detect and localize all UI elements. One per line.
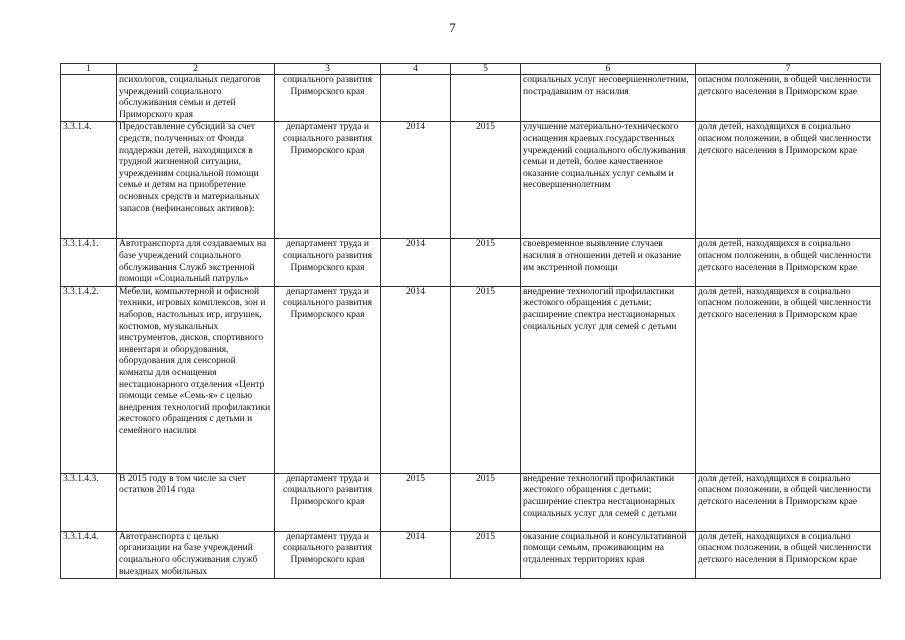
measure-number-cell: 3.3.1.4.3. (61, 473, 117, 531)
expected-result-cell: улучшение материально-технического оснащения краевых государственных учреждений социального обслуживания семьи и детей, более качественное оказание социальных услуг семьям и несовершеннолетним (521, 122, 696, 239)
expected-result-cell: оказание социальной и консультативной помощи семьям, проживающим на отдаленных территориях края (521, 531, 696, 578)
header-cell: 7 (696, 64, 881, 75)
start-year-cell: 2014 (381, 531, 451, 578)
responsible-dept-cell: департамент труда и социального развития Приморского края (275, 239, 381, 286)
indicator-cell: доля детей, находящихся в социально опасном положении, в общей численности детского населения в Приморском крае (696, 531, 881, 578)
end-year-cell: 2015 (451, 239, 521, 286)
end-year-cell: 2015 (451, 473, 521, 531)
indicator-cell: доля детей, находящихся в социально опасном положении, в общей численности детского населения в Приморском крае (696, 239, 881, 286)
table-row (61, 75, 881, 122)
table-header-row (61, 64, 881, 75)
header-cell: 4 (381, 64, 451, 75)
measure-number-cell (61, 75, 117, 122)
responsible-dept-cell: департамент труда и социального развития Приморского края (275, 531, 381, 578)
measure-name-cell: Мебели, компьютерной и офисной техники, игровых комплексов, зон и наборов, настольных игр, игрушек, костюмов, музыкальных инструментов, дисков, спортивного инвентаря и оборудования, оборудования для сенсорной комнаты для оснащения нестационарного отделения «Центр помощи семье «Семь-я» с целью внедрения технологий профилактики жестокого обращения с детьми и семейного насилия (117, 286, 275, 473)
expected-result-cell: внедрение технологий профилактики жестокого обращения с детьми; расширение спектра нестационарных социальных услуг для семей с детьми (521, 473, 696, 531)
indicator-cell: доля детей, находящихся в социально опасном положении, в общей численности детского населения в Приморском крае (696, 286, 881, 473)
header-cell: 5 (451, 64, 521, 75)
start-year-cell: 2014 (381, 122, 451, 239)
program-table (60, 63, 881, 579)
responsible-dept-cell: департамент труда и социального развития Приморского края (275, 473, 381, 531)
expected-result-cell: своевременное выявление случаев насилия в отношении детей и оказание им экстренной помощи (521, 239, 696, 286)
measure-number-cell: 3.3.1.4.1. (61, 239, 117, 286)
measure-number-cell: 3.3.1.4.2. (61, 286, 117, 473)
measure-name-cell: психологов, социальных педагогов учреждений социального обслуживания семьи и детей Приморского края (117, 75, 275, 122)
start-year-cell: 2014 (381, 286, 451, 473)
responsible-dept-cell: департамент труда и социального развития Приморского края (275, 122, 381, 239)
end-year-cell: 2015 (451, 531, 521, 578)
indicator-cell: доля детей, находящихся в социально опасном положении, в общей численности детского населения в Приморском крае (696, 122, 881, 239)
responsible-dept-cell: департамент труда и социального развития Приморского края (275, 286, 381, 473)
indicator-cell: опасном положении, в общей численности детского населения в Приморском крае (696, 75, 881, 122)
end-year-cell (451, 75, 521, 122)
measure-number-cell: 3.3.1.4. (61, 122, 117, 239)
measure-name-cell: Автотранспорта с целью организации на базе учреждений социального обслуживания служб выездных мобильных (117, 531, 275, 578)
table-row (61, 122, 881, 239)
table-row (61, 531, 881, 578)
start-year-cell: 2015 (381, 473, 451, 531)
page-number: 7 (449, 20, 456, 35)
expected-result-cell: внедрение технологий профилактики жестокого обращения с детьми; расширение спектра нестационарных социальных услуг для семей с детьми (521, 286, 696, 473)
start-year-cell (381, 75, 451, 122)
table-row (61, 286, 881, 473)
end-year-cell: 2015 (451, 286, 521, 473)
header-cell: 2 (117, 64, 275, 75)
header-cell: 6 (521, 64, 696, 75)
responsible-dept-cell: социального развития Приморского края (275, 75, 381, 122)
measure-name-cell: Автотранспорта для создаваемых на базе учреждений социального обслуживания Служб экстренной помощи «Социальный патруль» (117, 239, 275, 286)
start-year-cell: 2014 (381, 239, 451, 286)
measure-name-cell: В 2015 году в том числе за счет остатков 2014 года (117, 473, 275, 531)
table-row (61, 473, 881, 531)
indicator-cell: доля детей, находящихся в социально опасном положении, в общей численности детского населения в Приморском крае (696, 473, 881, 531)
table-row (61, 239, 881, 286)
measure-number-cell: 3.3.1.4.4. (61, 531, 117, 578)
expected-result-cell: социальных услуг несовершеннолетним, пострадавшим от насилия (521, 75, 696, 122)
header-cell: 1 (61, 64, 117, 75)
end-year-cell: 2015 (451, 122, 521, 239)
header-cell: 3 (275, 64, 381, 75)
measure-name-cell: Предоставление субсидий за счет средств, полученных от Фонда поддержки детей, находящихся в трудной жизненной ситуации, учреждениям социальной помощи семье и детям на приобретение основных средств и материальных запасов (нефинансовых активов): (117, 122, 275, 239)
